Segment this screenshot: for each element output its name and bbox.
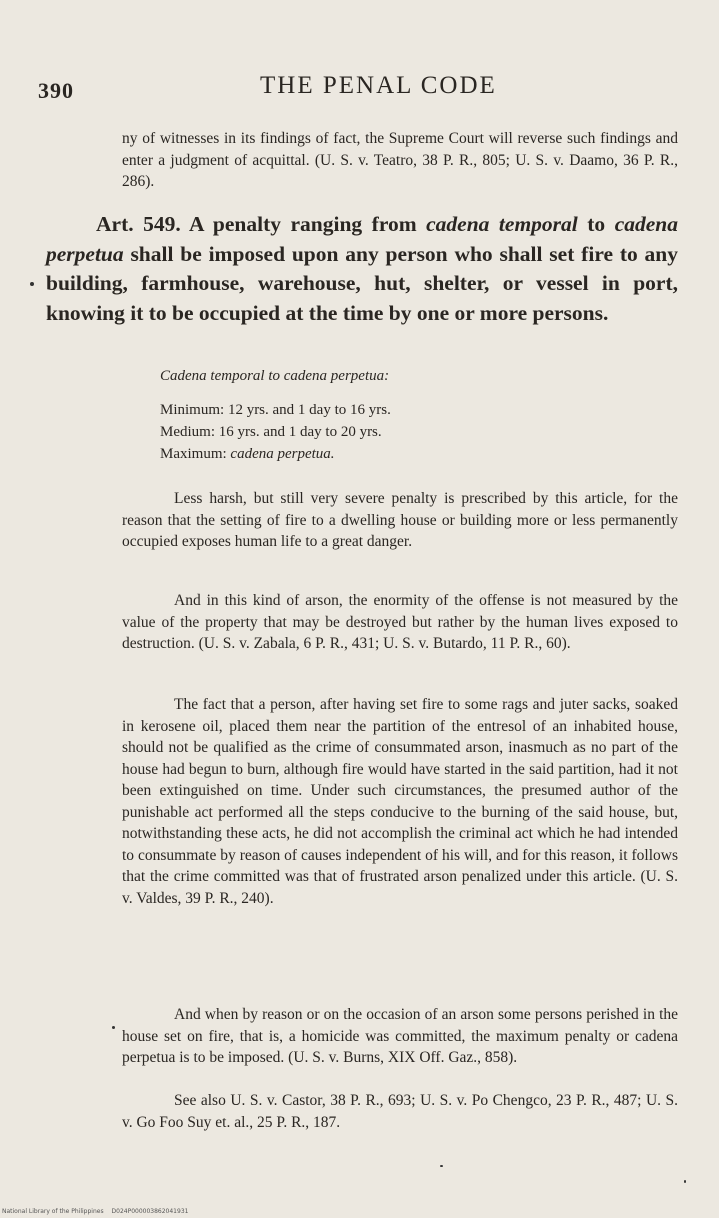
penalty-medium	[160, 421, 580, 443]
print-speck	[112, 1026, 115, 1029]
minimum-value: 12 yrs. and 1 day to 16 yrs.	[227, 402, 391, 418]
article-549	[46, 210, 678, 328]
article-text-to: to	[577, 212, 615, 236]
penalty-minimum	[160, 399, 580, 421]
commentary-paragraph-4: And when by reason or on the occasion of an arson some persons perished in the house set on fire, that is, a homicide was committed, the maximum penalty or cadena perpetua is to be imposed. (U. S. v. Burns, XIX Off. Gaz., 858).	[122, 1006, 678, 1066]
medium-label: Medium:	[160, 424, 215, 440]
print-speck	[440, 1165, 443, 1167]
maximum-value: cadena perpetua.	[230, 446, 335, 462]
article-term-cadena-temporal: cadena temporal	[426, 212, 578, 236]
library-credit: National Library of the Philippines	[2, 1208, 104, 1215]
print-speck	[684, 1180, 686, 1183]
scan-credit	[2, 1208, 194, 1215]
page-number: 390	[38, 78, 74, 103]
scan-code: D024P000003862041931	[111, 1208, 189, 1215]
penalty-title: Cadena temporal to cadena perpetua:	[160, 368, 390, 384]
commentary-paragraph-3: The fact that a person, after having set fire to some rags and juter sacks, soaked in kerosene oil, placed them near the partition of the entresol of an inhabited house, should not be qualified as the crime of consummated arson, inasmuch as no part of the house had begun to burn, although fire would have started in the said partition, had it not been extinguished on time. Under such circumstances, the presumed author of the punishable act performed all the steps conducive to the burning of the said house, but, notwithstanding these acts, he did not accomplish the criminal act which he had intended to consummate by reason of causes independent of his will, and for this reason, it follows that the crime committed was that of frustrated arson penalized under this article. (U. S. v. Valdes, 39 P. R., 240).	[122, 696, 678, 907]
maximum-label: Maximum:	[160, 446, 227, 462]
running-head: THE PENAL CODE	[260, 72, 497, 99]
continuation-paragraph: ny of witnesses in its findings of fact, the Supreme Court will reverse such findings and enter a judgment of acquittal. (U. S. v. Teatro, 38 P. R., 805; U. S. v. Daamo, 36 P. R., 286).	[122, 130, 678, 190]
penalty-maximum	[160, 443, 580, 465]
print-speck	[30, 282, 34, 286]
commentary-paragraph-5: See also U. S. v. Castor, 38 P. R., 693; U. S. v. Po Chengco, 23 P. R., 487; U. S. v. Go Foo Suy et. al., 25 P. R., 187.	[122, 1092, 678, 1131]
commentary-paragraph-2: And in this kind of arson, the enormity of the offense is not measured by the value of the property that may be destroyed but rather by the human lives exposed to destruction. (U. S. v. Zabala, 6 P. R., 431; U. S. v. Butardo, 11 P. R., 60).	[122, 592, 678, 652]
penalty-schedule	[160, 368, 580, 465]
commentary-paragraph-1: Less harsh, but still very severe penalty is prescribed by this article, for the reason that the setting of fire to a dwelling house or building more or less permanently occupied exposes human life to a great danger.	[122, 490, 678, 550]
article-text-start: Art. 549. A penalty ranging from	[96, 212, 427, 236]
minimum-label: Minimum:	[160, 402, 225, 418]
article-text-end: shall be imposed upon any person who shall set fire to any building, farmhouse, warehouse, hut, shelter, or vessel in port, knowing it to be occupied at the time by one or more persons.	[46, 241, 678, 325]
page-header	[38, 72, 678, 106]
article-term-cadena-perpetua: cadena perpetua	[46, 212, 678, 266]
medium-value: 16 yrs. and 1 day to 20 yrs.	[218, 424, 382, 440]
